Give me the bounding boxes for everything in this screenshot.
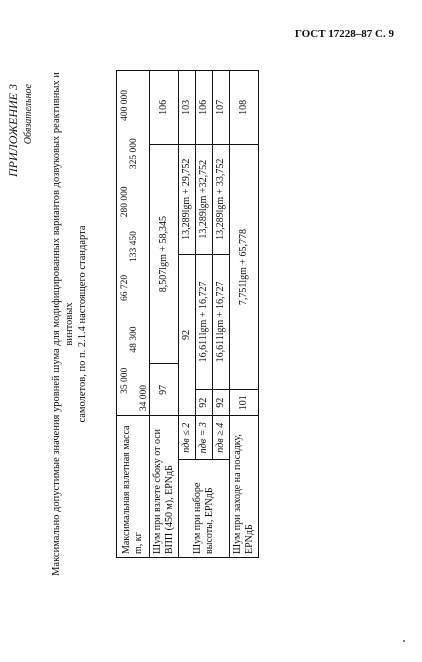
climb-value-low: 92 <box>179 254 196 416</box>
page-mark <box>403 640 405 642</box>
climb-value-high: 106 <box>196 71 213 145</box>
climb-formula-high: 13,289lgm + 33,752 <box>213 144 230 254</box>
noise-limits-table <box>116 70 259 558</box>
climb-value-high: 107 <box>213 71 230 145</box>
approach-value-high: 108 <box>230 71 259 145</box>
approach-formula: 7,751lgm + 65,778 <box>230 144 259 389</box>
mass-value: 34 000 <box>139 385 149 412</box>
climb-formula: 13,289lgm + 29,752 <box>179 144 196 254</box>
climb-label: Шум при наборе высоты, EPNдБ <box>179 460 230 558</box>
caption-line-1: Максимально допустимые значения уровней шума для модифицированных вариантов дозвуковых реактивных и винтовых <box>51 72 75 576</box>
climb-formula-high: 13,289lgm +32,752 <box>196 144 213 254</box>
climb-formula-low: 16,611lgm + 16,727 <box>213 254 230 390</box>
mass-value: 133 450 <box>129 231 139 263</box>
climb-condition: nдв ≥ 4 <box>213 416 230 460</box>
mass-value: 325 000 <box>129 138 139 170</box>
takeoff-row <box>150 71 179 558</box>
approach-row <box>230 71 259 558</box>
rotated-page-content <box>0 46 410 606</box>
climb-condition: nдв = 3 <box>196 416 213 460</box>
mass-values-cell <box>117 71 150 416</box>
takeoff-label: Шум при взлете сбоку от оси ВПП (450 м), EPNдБ <box>150 416 179 558</box>
climb-formula-low: 16,611lgm + 16,727 <box>196 254 213 390</box>
takeoff-formula: 8,507lgm + 58,345 <box>150 144 179 364</box>
mass-value: 35 000 <box>120 367 130 394</box>
table-caption <box>50 64 89 584</box>
mass-row <box>117 71 150 558</box>
mass-value: 400 000 <box>120 90 130 121</box>
appendix-subtitle: Обязательное <box>23 84 34 145</box>
climb-value-low: 92 <box>213 390 230 416</box>
document-reference: ГОСТ 17228–87 С. 9 <box>294 28 394 40</box>
climb-row-1 <box>179 71 196 558</box>
climb-value-low: 92 <box>196 390 213 416</box>
mass-value: 48 300 <box>129 326 139 353</box>
approach-value-low: 101 <box>230 390 259 416</box>
takeoff-value-low: 97 <box>150 364 179 416</box>
appendix-title: ПРИЛОЖЕНИЕ 3 <box>6 84 20 177</box>
mass-value: 66 720 <box>120 274 130 301</box>
mass-value: 280 000 <box>120 186 130 218</box>
approach-label: Шум при заходе на посадку, EPNдБ <box>230 416 259 558</box>
appendix-heading <box>6 84 34 177</box>
mass-label: Максимальная взлетная масса m, кг <box>117 416 150 558</box>
climb-value-high: 103 <box>179 71 196 145</box>
climb-condition: nдв ≤ 2 <box>179 416 196 460</box>
caption-line-2: самолетов, по п. 2.1.4 настоящего стандарта <box>77 225 88 423</box>
takeoff-value-high: 106 <box>150 71 179 145</box>
